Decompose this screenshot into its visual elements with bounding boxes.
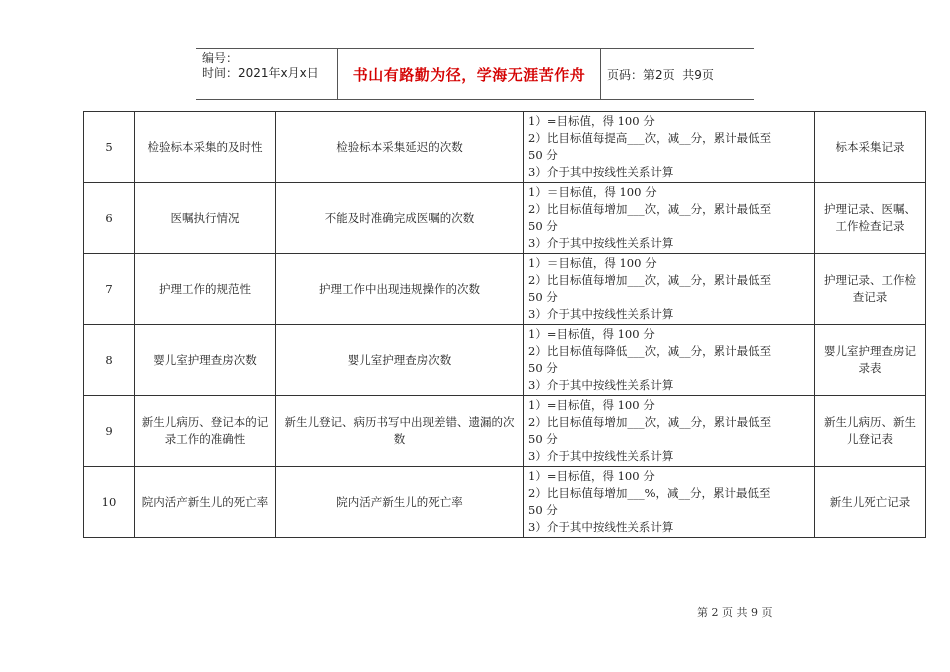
scoring-rule-line: 3）介于其中按线性关系计算 [528,449,674,463]
indicator-definition: 婴儿室护理查房次数 [276,325,524,396]
scoring-rules [524,254,815,325]
scoring-rules [524,396,815,467]
scoring-rule-line: 50 分 [528,432,558,446]
indicator-name: 检验标本采集的及时性 [135,112,276,183]
data-source: 婴儿室护理查房记录表 [815,325,926,396]
scoring-rule-line: 2）比目标值每增加___次，减__分，累计最低至 [528,202,772,216]
scoring-rule-line: 3）介于其中按线性关系计算 [528,520,674,534]
scoring-rule-line: 1）=目标值，得 100 分 [528,469,655,483]
table-row [84,112,926,183]
indicator-name: 院内活产新生儿的死亡率 [135,467,276,538]
header-page-info [601,49,754,99]
indicator-name: 新生儿病历、登记本的记录工作的准确性 [135,396,276,467]
page-footer: 第 2 页 共 9 页 [697,606,773,619]
data-source: 护理记录、工作检查记录 [815,254,926,325]
scoring-rule-line: 3）介于其中按线性关系计算 [528,165,674,179]
scoring-rule-line: 50 分 [528,219,558,233]
table-row [84,325,926,396]
scoring-rule-line: 2）比目标值每增加___次，减__分，累计最低至 [528,273,772,287]
page-header [196,48,754,100]
row-number: 10 [84,467,135,538]
scoring-rule-line: 1）=目标值，得 100 分 [528,114,655,128]
indicator-definition: 检验标本采集延迟的次数 [276,112,524,183]
indicator-name: 婴儿室护理查房次数 [135,325,276,396]
assessment-table [83,111,926,538]
scoring-rule-line: 2）比目标值每提高___次，减__分，累计最低至 [528,131,772,145]
indicator-name: 护理工作的规范性 [135,254,276,325]
row-number: 6 [84,183,135,254]
scoring-rules [524,183,815,254]
scoring-rule-line: 50 分 [528,503,558,517]
indicator-definition: 院内活产新生儿的死亡率 [276,467,524,538]
scoring-rule-line: 3）介于其中按线性关系计算 [528,378,674,392]
indicator-name: 医嘱执行情况 [135,183,276,254]
page-label: 页码：第2页 共9页 [607,67,714,82]
data-source: 护理记录、医嘱、工作检查记录 [815,183,926,254]
time-label: 时间：2021年x月x日 [202,66,319,80]
scoring-rules [524,112,815,183]
data-source: 新生儿病历、新生儿登记表 [815,396,926,467]
scoring-rule-line: 50 分 [528,290,558,304]
scoring-rule-line: 2）比目标值每降低___次，减__分，累计最低至 [528,344,772,358]
scoring-rule-line: 1）=目标值，得 100 分 [528,327,655,341]
data-source: 新生儿死亡记录 [815,467,926,538]
scoring-rule-line: 3）介于其中按线性关系计算 [528,236,674,250]
row-number: 7 [84,254,135,325]
indicator-definition: 护理工作中出现违规操作的次数 [276,254,524,325]
table-body [84,112,926,538]
scoring-rule-line: 2）比目标值每增加___次，减__分，累计最低至 [528,415,772,429]
table-row [84,183,926,254]
scoring-rules [524,467,815,538]
row-number: 5 [84,112,135,183]
header-info [196,49,338,99]
indicator-definition: 不能及时准确完成医嘱的次数 [276,183,524,254]
indicator-definition: 新生儿登记、病历书写中出现差错、遗漏的次数 [276,396,524,467]
row-number: 9 [84,396,135,467]
scoring-rule-line: 1）＝目标值，得 100 分 [528,256,657,270]
scoring-rule-line: 1）=目标值，得 100 分 [528,398,655,412]
scoring-rule-line: 1）＝目标值，得 100 分 [528,185,657,199]
table-row [84,396,926,467]
scoring-rule-line: 50 分 [528,361,558,375]
scoring-rule-line: 2）比目标值每增加___%，减__分，累计最低至 [528,486,771,500]
row-number: 8 [84,325,135,396]
scoring-rules [524,325,815,396]
serial-label: 编号： [202,51,239,65]
scoring-rule-line: 50 分 [528,148,558,162]
table-row [84,254,926,325]
scoring-rule-line: 3）介于其中按线性关系计算 [528,307,674,321]
table-row [84,467,926,538]
header-motto: 书山有路勤为径，学海无涯苦作舟 [338,49,601,99]
data-source: 标本采集记录 [815,112,926,183]
